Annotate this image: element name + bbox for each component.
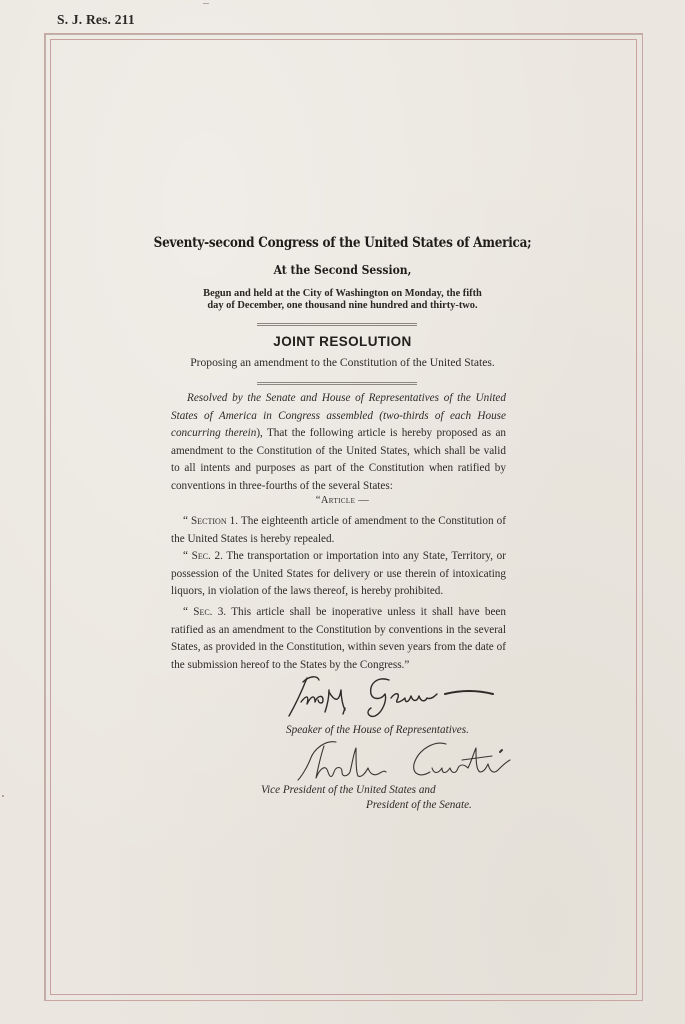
resolved-italic-2: two-thirds of each House concurring therein — [171, 409, 507, 440]
signature-stroke — [500, 750, 502, 752]
article-heading: “Article — — [315, 495, 370, 506]
signature-stroke — [445, 691, 493, 694]
double-rule-top — [257, 323, 417, 326]
begun-line-2: day of December, one thousand nine hundred and thirty-two. — [207, 300, 478, 311]
document-title: JOINT RESOLUTION — [273, 334, 412, 349]
signature-stroke — [301, 696, 323, 704]
signature-stroke — [329, 690, 345, 710]
speaker-signature — [285, 672, 500, 722]
section-2-text: The transportation or importation into any State, Territory, or possession of the United States for delivery or use therein of intoxicating liquors, in violation of the laws thereof, is hereby prohibited. — [171, 550, 506, 598]
section-1-text: The eighteenth article of amendment to the Constitution of the United States is hereby repealed. — [171, 515, 506, 545]
signature-stroke — [368, 679, 389, 716]
session-line: At the Second Session, — [273, 263, 412, 277]
resolving-clause — [171, 390, 506, 496]
section-1 — [171, 513, 506, 548]
resolved-italic-1: Resolved by the Senate and House of Representatives of the United States of America in Congress assembled ( — [171, 392, 506, 422]
signature-stroke — [325, 690, 329, 712]
vice-president-signature — [296, 738, 521, 786]
section-3-text: This article shall be inoperative unless it shall have been ratified as an amendment to the Constitution by conventions in the several States, as provided in the Constitution, within seven years from the date of the submission hereof to the States by the Congress.” — [171, 606, 506, 671]
vice-president-title: Vice President of the United States and — [261, 784, 436, 796]
paper-speck — [2, 795, 4, 797]
begun-line-1: Begun and held at the City of Washington on Monday, the fifth — [203, 288, 482, 299]
resolution-id: S. J. Res. 211 — [57, 12, 135, 27]
signature-stroke — [343, 708, 345, 714]
section-2-label: “ Sec. 2. — [183, 550, 223, 562]
paper-speck — [203, 3, 209, 4]
section-3 — [171, 604, 506, 674]
signature-stroke — [391, 694, 437, 702]
signature-stroke — [432, 748, 510, 773]
congress-title: Seventy-second Congress of the United States of America; — [153, 235, 532, 251]
resolved-text: ), That the following article is hereby proposed as an amendment to the Constitution of the United States, which shall be valid to all intents and purposes as part of the Constitution when ratified by conventions in three-fourths of the several States: — [171, 427, 506, 492]
signature-stroke — [289, 678, 307, 716]
section-3-label: “ Sec. 3. — [183, 606, 227, 618]
begun-statement — [0, 288, 685, 312]
section-1-label: “ Section 1. — [183, 515, 239, 527]
speaker-title: Speaker of the House of Representatives. — [286, 724, 469, 736]
senate-president-title: President of the Senate. — [366, 799, 472, 811]
section-2 — [171, 548, 506, 601]
signature-stroke — [316, 746, 386, 778]
double-rule-bottom — [257, 382, 417, 385]
document-subtitle: Proposing an amendment to the Constitution of the United States. — [190, 356, 495, 369]
signature-stroke — [462, 756, 492, 760]
